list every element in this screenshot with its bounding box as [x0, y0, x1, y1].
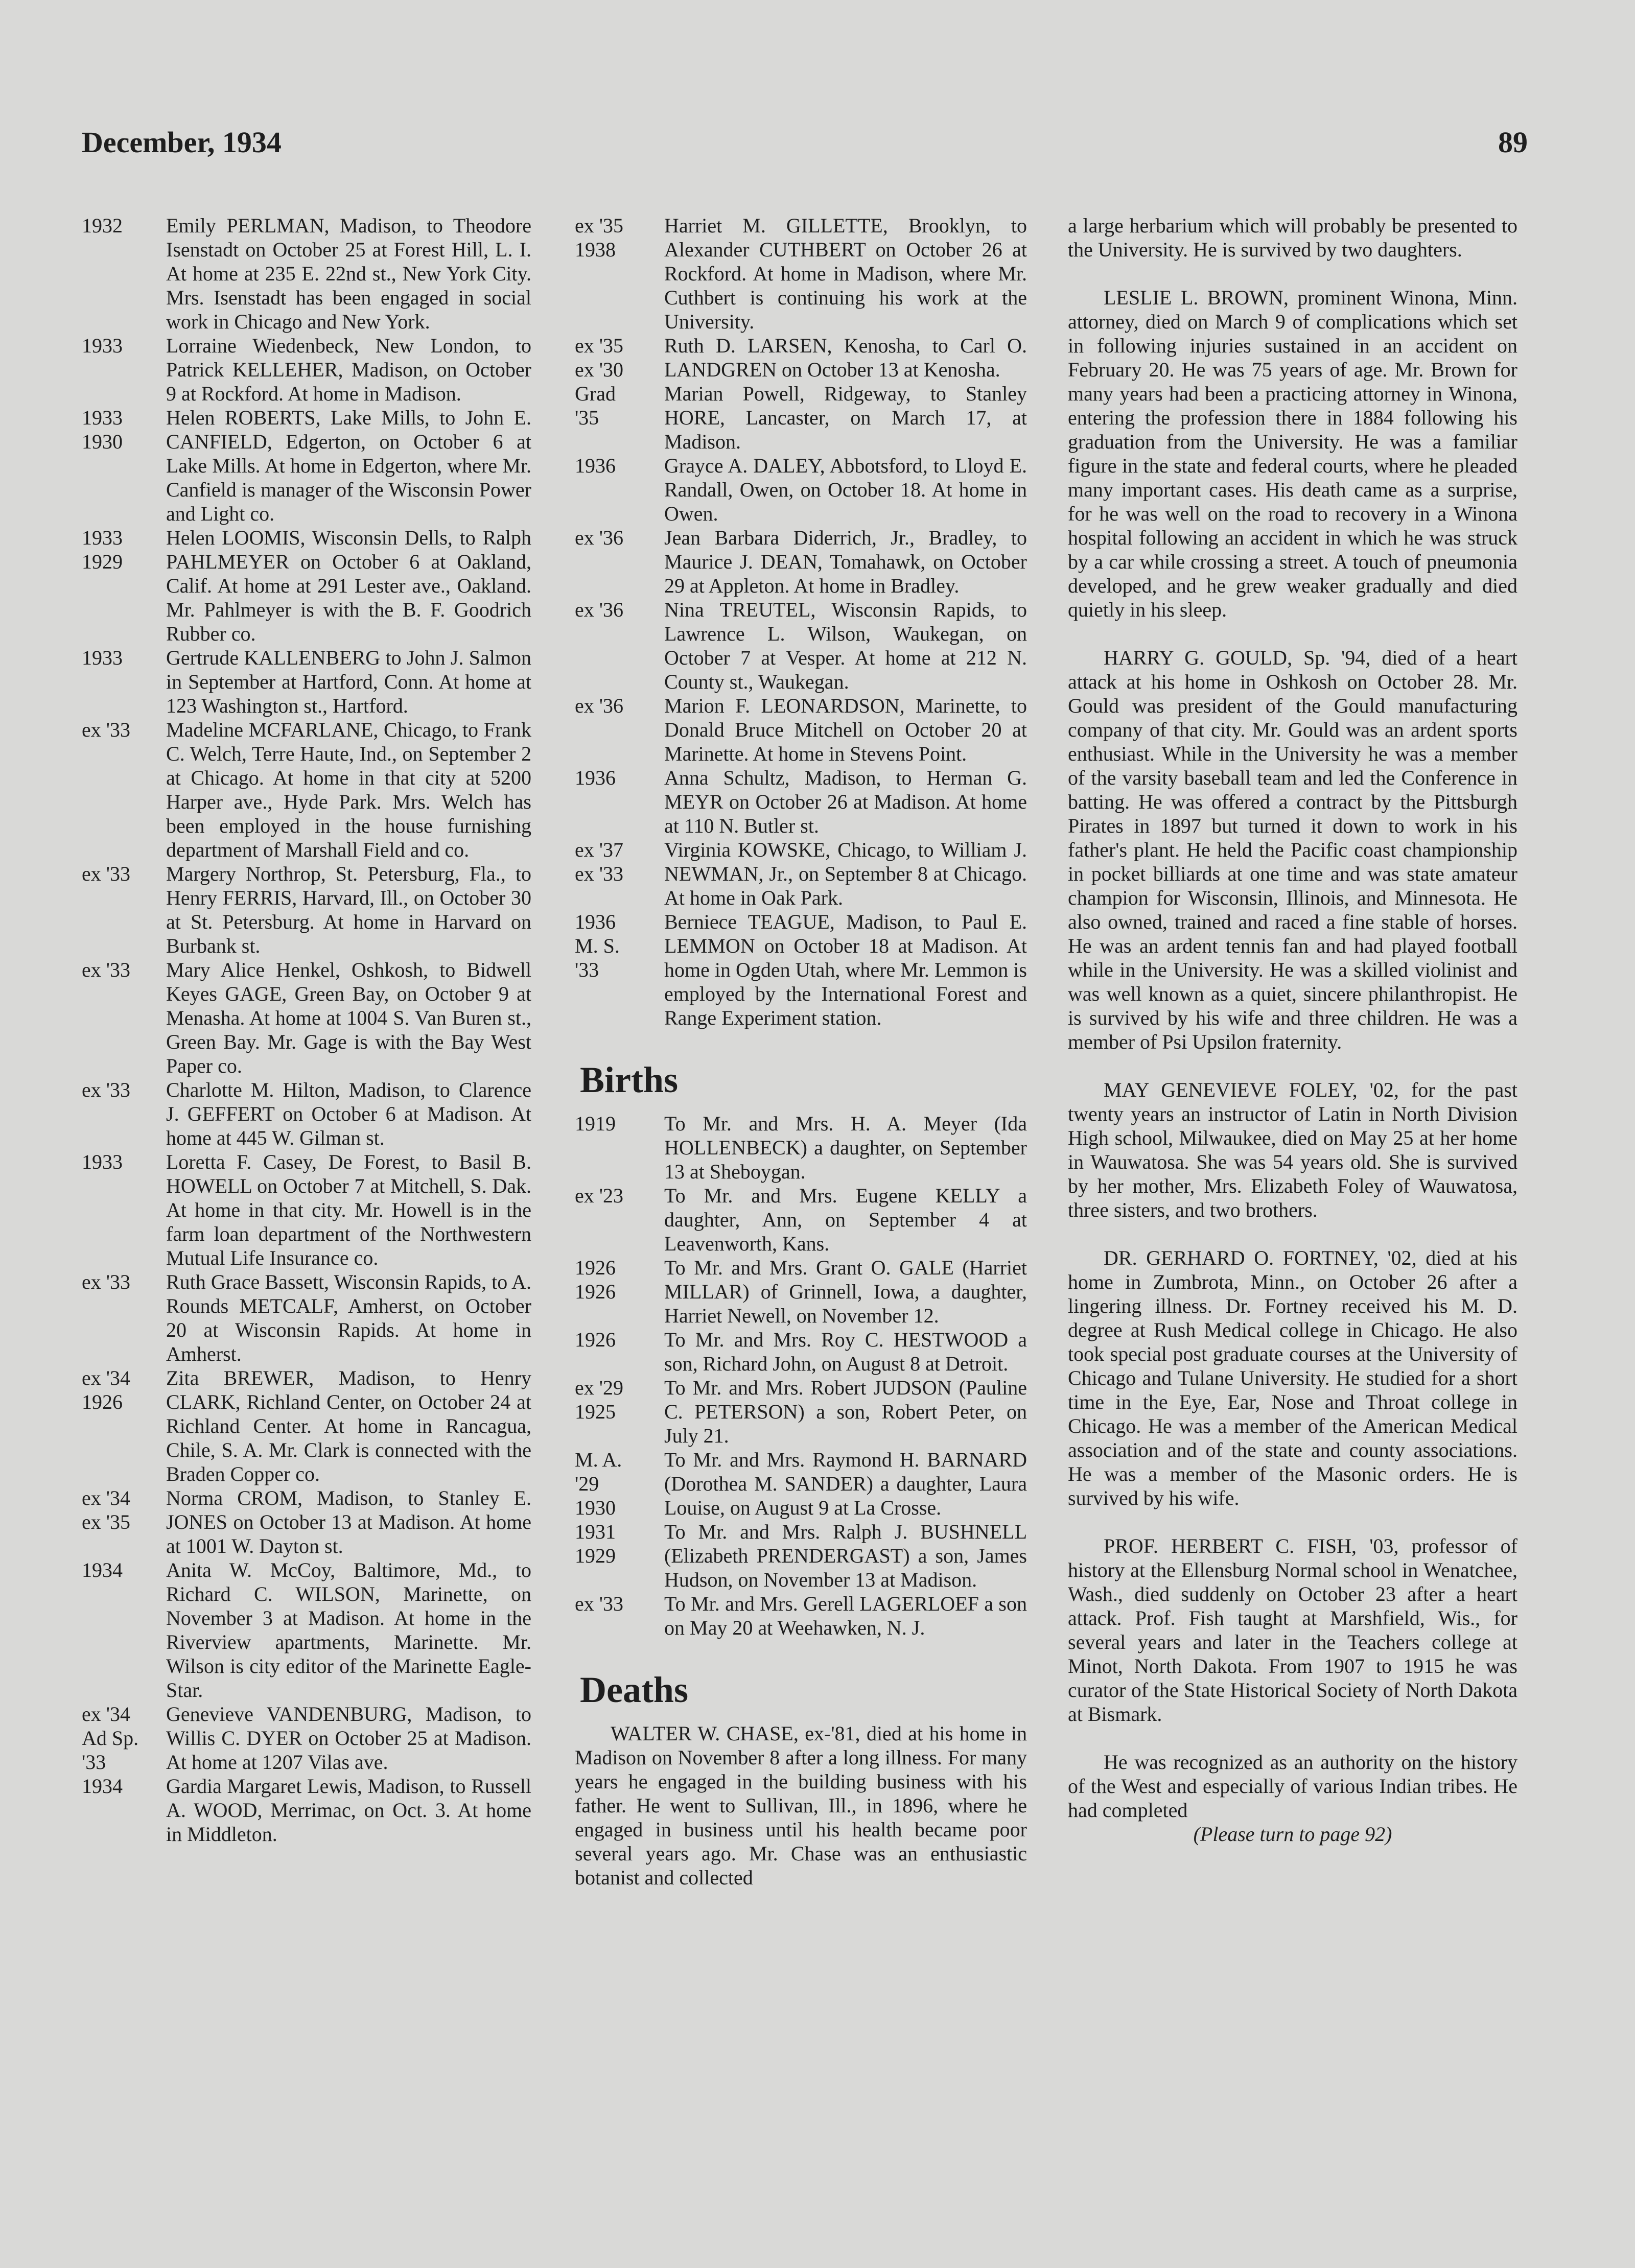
- entry-text: To Mr. and Mrs. Grant O. GALE (Harriet MILLAR) of Grinnell, Iowa, a daughter, Harriet Newell, on November 12.: [664, 1256, 1027, 1327]
- entry-row: [82, 1270, 531, 1366]
- entry-text: To Mr. and Mrs. Eugene KELLY a daughter, Ann, on September 4 at Leavenworth, Kans.: [664, 1184, 1027, 1255]
- entry-text: Mary Alice Henkel, Oshkosh, to Bidwell Keyes GAGE, Green Bay, on October 9 at Menasha. At home at 1004 S. Van Buren st., Green Bay. Mr. Gage is with the Bay West Paper co.: [166, 958, 531, 1077]
- entry-row: [575, 838, 1027, 910]
- class-year: 1919: [575, 1112, 616, 1135]
- entry-text: Emily PERLMAN, Madison, to Theodore Isenstadt on October 25 at Forest Hill, L. I. At home at 235 E. 22nd st., New York City. Mrs. Isenstadt has been engaged in social work in Chicago and New York.: [166, 214, 531, 333]
- entry-text: Helen LOOMIS, Wisconsin Dells, to Ralph PAHLMEYER on October 6 at Oakland, Calif. At home at 291 Lester ave., Oakland. Mr. Pahlmeyer is with the B. F. Goodrich Rubber co.: [166, 526, 531, 645]
- entry-row: [575, 910, 1027, 1030]
- entry-row: [575, 1376, 1027, 1448]
- entry-row: [82, 406, 531, 526]
- obituary-paragraph: LESLIE L. BROWN, prominent Winona, Minn. attorney, died on March 9 of complications which set in following injuries sustained in an accident on February 20. He was 75 years of age. Mr. Brown for many years had been a practicing attorney in Winona, entering the profession there in 1884 following his graduation from the University. He was a familiar figure in the state and federal courts, where he pleaded many important cases. His death came as a surprise, for he was well on the road to recovery in a Winona hospital following an accident in which he was struck by a car while crossing a street. A touch of pneumonia developed, and he grew weaker gradually and died quietly in his sleep.: [1068, 286, 1517, 621]
- entry-text: Ruth D. LARSEN, Kenosha, to Carl O. LANDGREN on October 13 at Kenosha.: [664, 334, 1027, 381]
- class-year: ex '34 1926: [82, 1366, 130, 1413]
- entry-text: Anita W. McCoy, Baltimore, Md., to Richard C. WILSON, Marinette, on November 3 at Madison. At home in the Riverview apartments, Marinette. Mr. Wilson is city editor of the Marinette Eagle-Star.: [166, 1558, 531, 1702]
- entry-text: To Mr. and Mrs. Gerell LAGERLOEF a son on May 20 at Weehawken, N. J.: [664, 1592, 1027, 1639]
- births-heading: Births: [580, 1059, 679, 1100]
- obituary-paragraph: DR. GERHARD O. FORTNEY, '02, died at his home in Zumbrota, Minn., on October 26 after a lingering illness. Dr. Fortney received his M. D. degree at Rush Medical college in Chicago. He also took special post graduate courses at the University of Chicago and Tulane University. He studied for a short time in the Eye, Ear, Nose and Throat college in Chicago. He was a member of the American Medical association and of the state and county associations. He was a member of the Masonic orders. He is survived by his wife.: [1068, 1246, 1517, 1509]
- class-year: ex '35 ex '30: [575, 334, 623, 381]
- entry-text: To Mr. and Mrs. H. A. Meyer (Ida HOLLENBECK) a daughter, on September 13 at Sheboygan.: [664, 1112, 1027, 1183]
- entry-text: Gertrude KALLENBERG to John J. Salmon in September at Hartford, Conn. At home at 123 Washington st., Hartford.: [166, 646, 531, 717]
- entry-row: [82, 1366, 531, 1486]
- obituary-paragraph: WALTER W. CHASE, ex-'81, died at his home in Madison on November 8 after a long illness. For many years he engaged in the building business with his father. He went to Sullivan, Ill., in 1896, where he engaged in business until his health became poor several years ago. Mr. Chase was an enthusiastic botanist and collected: [575, 1722, 1027, 1889]
- entry-text: Lorraine Wiedenbeck, New London, to Patrick KELLEHER, Madison, on October 9 at Rockford. At home in Madison.: [166, 334, 531, 405]
- entry-row: [575, 1184, 1027, 1256]
- entry-text: Marion F. LEONARDSON, Marinette, to Donald Bruce Mitchell on October 20 at Marinette. At home in Stevens Point.: [664, 694, 1027, 765]
- entry-row: [575, 1112, 1027, 1184]
- entry-text: Jean Barbara Diderrich, Jr., Bradley, to Maurice J. DEAN, Tomahawk, on October 29 at Appleton. At home in Bradley.: [664, 526, 1027, 597]
- class-year: 1934: [82, 1775, 123, 1798]
- class-year: ex '29 1925: [575, 1376, 623, 1423]
- entry-text: Helen ROBERTS, Lake Mills, to John E. CANFIELD, Edgerton, on October 6 at Lake Mills. At home in Edgerton, where Mr. Canfield is manager of the Wisconsin Power and Light co.: [166, 406, 531, 525]
- class-year: 1936: [575, 766, 616, 789]
- column-2: [575, 214, 1027, 1889]
- obituary-paragraph: HARRY G. GOULD, Sp. '94, died of a heart attack at his home in Oshkosh on October 28. Mr. Gould was president of the Gould manufacturing company of that city. Mr. Gould was an ardent sports enthusiast. While in the University he was a member of the varsity baseball team and led the Conference in batting. He was offered a contract by the Pittsburgh Pirates in 1897 but turned it down to work in his father's plant. He held the Pacific coast championship in pocket billiards at one time and was state amateur champion for Wisconsin, Illinois, and Minnesota. He also owned, trained and raced a fine stable of horses. He was an ardent tennis fan and had played football while in the University. He was a skilled violinist and was well known as a quiet, sincere philanthropist. He is survived by his wife and three children. He was a member of Psi Upsilon fraternity.: [1068, 646, 1517, 1053]
- entry-row: [82, 862, 531, 958]
- entry-row: [82, 958, 531, 1078]
- entry-text: Zita BREWER, Madison, to Henry CLARK, Richland Center, on October 24 at Richland Center. At home in Rancagua, Chile, S. A. Mr. Clark is connected with the Braden Copper co.: [166, 1366, 531, 1485]
- deaths-heading: Deaths: [580, 1669, 688, 1710]
- entry-text: Anna Schultz, Madison, to Herman G. MEYR on October 26 at Madison. At home at 110 N. Butler st.: [664, 766, 1027, 837]
- entry-row: [82, 1078, 531, 1150]
- entry-text: Berniece TEAGUE, Madison, to Paul E. LEMMON on October 18 at Madison. At home in Ogden Utah, where Mr. Lemmon is employed by the International Forest and Range Experiment station.: [664, 910, 1027, 1029]
- class-year: 1936: [575, 454, 616, 477]
- entry-row: [575, 766, 1027, 838]
- entry-text: Marian Powell, Ridgeway, to Stanley HORE, Lancaster, on March 17, at Madison.: [664, 382, 1027, 453]
- class-year: 1932: [82, 214, 123, 237]
- entry-row: [575, 694, 1027, 766]
- entry-row: [575, 334, 1027, 382]
- entry-text: Margery Northrop, St. Petersburg, Fla., to Henry FERRIS, Harvard, Ill., on October 30 at St. Petersburg. At home in Harvard on Burbank st.: [166, 862, 531, 957]
- class-year: M. A. '29 1930: [575, 1448, 622, 1519]
- entry-row: [575, 1592, 1027, 1640]
- entry-text: Madeline MCFARLANE, Chicago, to Frank C. Welch, Terre Haute, Ind., on September 2 at Chicago. At home in that city at 5200 Harper ave., Hyde Park. Mrs. Welch has been employed in the house furnishing department of Marshall Field and co.: [166, 718, 531, 861]
- page-number: 89: [1498, 126, 1528, 159]
- entry-text: Genevieve VANDENBURG, Madison, to Willis C. DYER on October 25 at Madison. At home at 1207 Vilas ave.: [166, 1703, 531, 1774]
- births-list: [575, 1112, 1027, 1640]
- entry-row: [575, 526, 1027, 598]
- entry-row: [575, 454, 1027, 526]
- obituary-paragraph: MAY GENEVIEVE FOLEY, '02, for the past twenty years an instructor of Latin in North Division High school, Milwaukee, died on May 25 at her home in Wauwatosa. She was 54 years old. She is survived by her mother, Mrs. Elizabeth Foley of Wauwatosa, three sisters, and two brothers.: [1068, 1078, 1517, 1221]
- entry-row: [82, 214, 531, 334]
- entry-text: Gardia Margaret Lewis, Madison, to Russell A. WOOD, Merrimac, on Oct. 3. At home in Middleton.: [166, 1775, 531, 1846]
- class-year: ex '37 ex '33: [575, 838, 623, 885]
- obituary-paragraph: He was recognized as an authority on the history of the West and especially of various Indian tribes. He had completed: [1068, 1751, 1517, 1822]
- entry-text: Nina TREUTEL, Wisconsin Rapids, to Lawrence L. Wilson, Waukegan, on October 7 at Vesper. At home at 212 N. County st., Waukegan.: [664, 598, 1027, 693]
- entry-row: [575, 598, 1027, 694]
- obituaries-continued: [1068, 214, 1517, 1822]
- page-header: [82, 125, 1528, 166]
- class-year: ex '33: [575, 1592, 623, 1615]
- class-year: ex '33: [82, 958, 130, 981]
- entry-row: [82, 526, 531, 646]
- class-year: 1936 M. S. '33: [575, 910, 620, 981]
- class-year: ex '36: [575, 598, 623, 621]
- entry-text: To Mr. and Mrs. Ralph J. BUSHNELL (Elizabeth PRENDERGAST) a son, James Hudson, on November 13 at Madison.: [664, 1520, 1027, 1591]
- column-1: [82, 214, 531, 1846]
- class-year: ex '34 ex '35: [82, 1486, 130, 1533]
- entry-text: To Mr. and Mrs. Raymond H. BARNARD (Dorothea M. SANDER) a daughter, Laura Louise, on August 9 at La Crosse.: [664, 1448, 1027, 1519]
- class-year: Grad '35: [575, 382, 616, 429]
- class-year: 1933: [82, 646, 123, 669]
- obituary-paragraph: a large herbarium which will probably be presented to the University. He is survived by two daughters.: [1068, 214, 1517, 261]
- entry-text: To Mr. and Mrs. Robert JUDSON (Pauline C. PETERSON) a son, Robert Peter, on July 21.: [664, 1376, 1027, 1447]
- entry-row: [82, 1702, 531, 1774]
- entry-row: [575, 1256, 1027, 1328]
- entry-row: [82, 1774, 531, 1846]
- entry-row: [575, 1328, 1027, 1376]
- entry-text: Loretta F. Casey, De Forest, to Basil B. HOWELL on October 7 at Mitchell, S. Dak. At home in that city. Mr. Howell is in the farm loan department of the Northwestern Mutual Life Insurance co.: [166, 1150, 531, 1269]
- entry-row: [82, 1486, 531, 1558]
- class-year: 1934: [82, 1558, 123, 1581]
- entry-row: [575, 382, 1027, 454]
- class-year: 1926: [575, 1328, 616, 1351]
- entry-text: Grayce A. DALEY, Abbotsford, to Lloyd E. Randall, Owen, on October 18. At home in Owen.: [664, 454, 1027, 525]
- class-year: ex '33: [82, 1270, 130, 1293]
- entry-text: Virginia KOWSKE, Chicago, to William J. NEWMAN, Jr., on September 8 at Chicago. At home in Oak Park.: [664, 838, 1027, 909]
- entry-text: Charlotte M. Hilton, Madison, to Clarence J. GEFFERT on October 6 at Madison. At home at 445 W. Gilman st.: [166, 1078, 531, 1149]
- class-year: ex '36: [575, 526, 623, 549]
- class-year: 1933: [82, 1150, 123, 1173]
- class-year: 1931 1929: [575, 1520, 616, 1567]
- entry-text: To Mr. and Mrs. Roy C. HESTWOOD a son, Richard John, on August 8 at Detroit.: [664, 1328, 1027, 1375]
- class-year: 1933 1929: [82, 526, 123, 573]
- class-year: ex '33: [82, 718, 130, 741]
- entry-row: [82, 334, 531, 406]
- class-year: ex '33: [82, 862, 130, 885]
- class-year: ex '35 1938: [575, 214, 623, 261]
- entry-text: Norma CROM, Madison, to Stanley E. JONES on October 13 at Madison. At home at 1001 W. Dayton st.: [166, 1486, 531, 1557]
- issue-date: December, 1934: [82, 126, 282, 159]
- column-3: [1068, 214, 1517, 1846]
- continuation-note: (Please turn to page 92): [1193, 1823, 1392, 1846]
- entry-row: [82, 718, 531, 862]
- entry-text: Ruth Grace Bassett, Wisconsin Rapids, to A. Rounds METCALF, Amherst, on October 20 at Wisconsin Rapids. At home in Amherst.: [166, 1270, 531, 1365]
- entry-text: Harriet M. GILLETTE, Brooklyn, to Alexander CUTHBERT on October 26 at Rockford. At home in Madison, where Mr. Cuthbert is continuing his work at the University.: [664, 214, 1027, 333]
- class-year: ex '34 Ad Sp. '33: [82, 1703, 139, 1774]
- obituary-paragraph: PROF. HERBERT C. FISH, '03, professor of history at the Ellensburg Normal school in Wenatchee, Wash., died suddenly on October 23 after a heart attack. Prof. Fish taught at Marshfield, Wis., for several years and later in the Teachers college at Minot, North Dakota. From 1907 to 1915 he was curator of the State Historical Society of North Dakota at Bismark.: [1068, 1534, 1517, 1726]
- class-year: ex '23: [575, 1184, 623, 1207]
- entry-row: [82, 646, 531, 718]
- class-year: ex '36: [575, 694, 623, 717]
- entry-row: [82, 1150, 531, 1270]
- entry-row: [575, 1520, 1027, 1592]
- marriages-continued: [575, 214, 1027, 1030]
- class-year: ex '33: [82, 1078, 130, 1101]
- entry-row: [575, 214, 1027, 334]
- class-year: 1933 1930: [82, 406, 123, 453]
- entry-row: [575, 1448, 1027, 1520]
- entry-row: [82, 1558, 531, 1702]
- class-year: 1926 1926: [575, 1256, 616, 1303]
- class-year: 1933: [82, 334, 123, 357]
